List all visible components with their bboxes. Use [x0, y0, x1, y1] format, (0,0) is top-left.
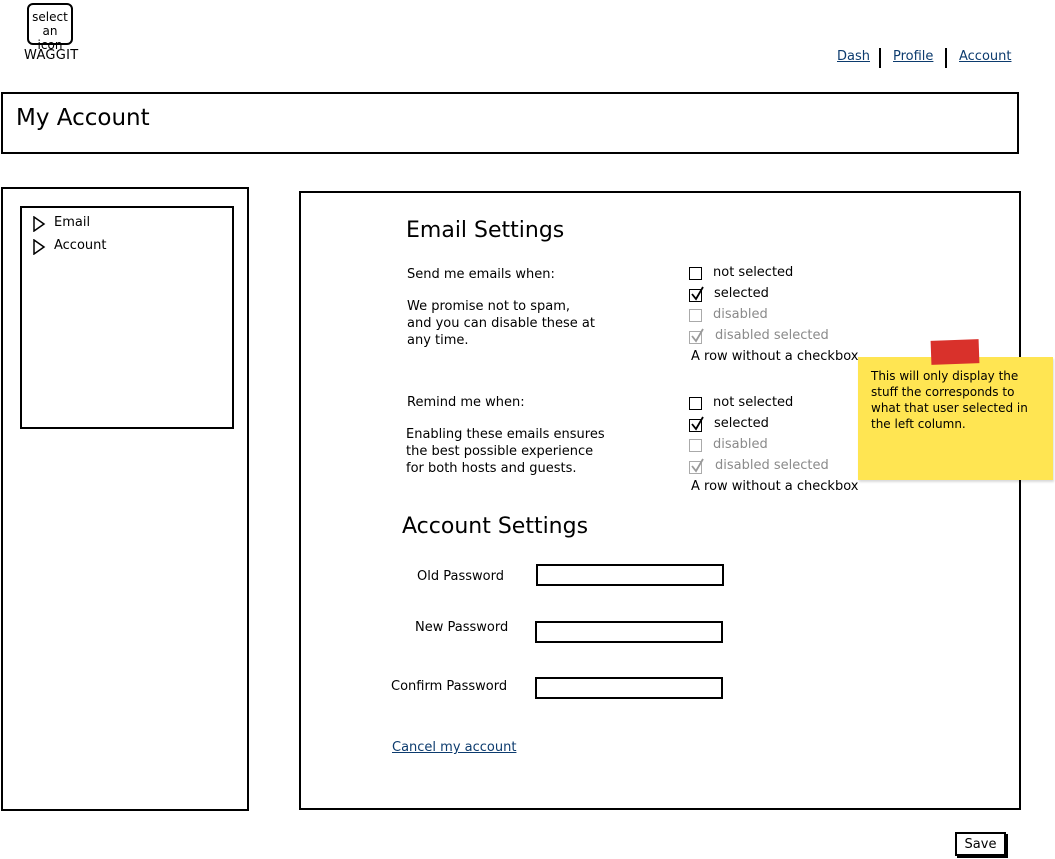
save-button[interactable]: Save: [955, 832, 1006, 856]
nav-separator: [945, 48, 947, 68]
cancel-account-link[interactable]: Cancel my account: [392, 740, 517, 755]
checkbox-label: not selected: [713, 265, 794, 280]
checkmark-icon: [689, 457, 705, 475]
checkbox-label: selected: [714, 286, 769, 301]
plain-row-text: A row without a checkbox: [691, 349, 859, 364]
sidebar-item-email[interactable]: [32, 215, 152, 233]
checkmark-icon: [689, 415, 705, 433]
sidebar-item-label: Email: [54, 215, 91, 230]
checkbox-disabled: [689, 439, 702, 452]
email-settings-heading: Email Settings: [406, 218, 565, 243]
confirm-password-label: Confirm Password: [391, 679, 508, 694]
checkbox-not-selected[interactable]: [689, 267, 702, 280]
checkbox-disabled-selected: [689, 461, 702, 474]
checkbox-label: selected: [714, 416, 769, 431]
checkbox-label: disabled: [713, 437, 768, 452]
plain-row-text: A row without a checkbox: [691, 479, 859, 494]
play-triangle-icon: [32, 216, 46, 232]
email-group-prompt: Remind me when:: [407, 395, 525, 410]
sidebar-item-account[interactable]: [32, 238, 152, 256]
new-password-input[interactable]: [535, 621, 723, 643]
email-group-description: Enabling these emails ensures the best possible experience for both hosts and guests.: [406, 427, 605, 476]
old-password-label: Old Password: [417, 569, 504, 584]
checkbox-disabled-selected: [689, 331, 702, 344]
sidebar-item-label: Account: [54, 238, 107, 253]
logo-icon-placeholder: select an icon: [27, 3, 73, 45]
sticky-note-tape: [931, 339, 980, 365]
checkbox-label: disabled selected: [715, 458, 829, 473]
nav-separator: [879, 48, 881, 68]
header-bar: [1, 92, 1019, 154]
checkbox-selected[interactable]: [689, 419, 702, 432]
checkmark-icon: [689, 285, 705, 303]
email-group-description: We promise not to spam, and you can disable these at any time.: [407, 299, 595, 348]
nav-link-account[interactable]: Account: [959, 49, 1012, 64]
nav-link-dash[interactable]: Dash: [837, 49, 870, 64]
checkbox-not-selected[interactable]: [689, 397, 702, 410]
checkbox-label: disabled selected: [715, 328, 829, 343]
checkbox-label: not selected: [713, 395, 794, 410]
play-triangle-icon: [32, 239, 46, 255]
checkbox-label: disabled: [713, 307, 768, 322]
old-password-input[interactable]: [536, 564, 724, 586]
main-content-panel: [299, 191, 1021, 810]
email-group-prompt: Send me emails when:: [407, 267, 555, 282]
nav-link-profile[interactable]: Profile: [893, 49, 934, 64]
app-logo-text: WAGGIT: [24, 48, 79, 63]
account-settings-heading: Account Settings: [402, 514, 589, 539]
new-password-label: New Password: [415, 620, 509, 635]
confirm-password-input[interactable]: [535, 677, 723, 699]
checkbox-selected[interactable]: [689, 289, 702, 302]
checkbox-disabled: [689, 309, 702, 322]
page-title: My Account: [16, 105, 150, 131]
sticky-note-text: This will only display the stuff the corresponds to what that user selected in the left column.: [871, 369, 1028, 431]
checkmark-icon: [689, 327, 705, 345]
